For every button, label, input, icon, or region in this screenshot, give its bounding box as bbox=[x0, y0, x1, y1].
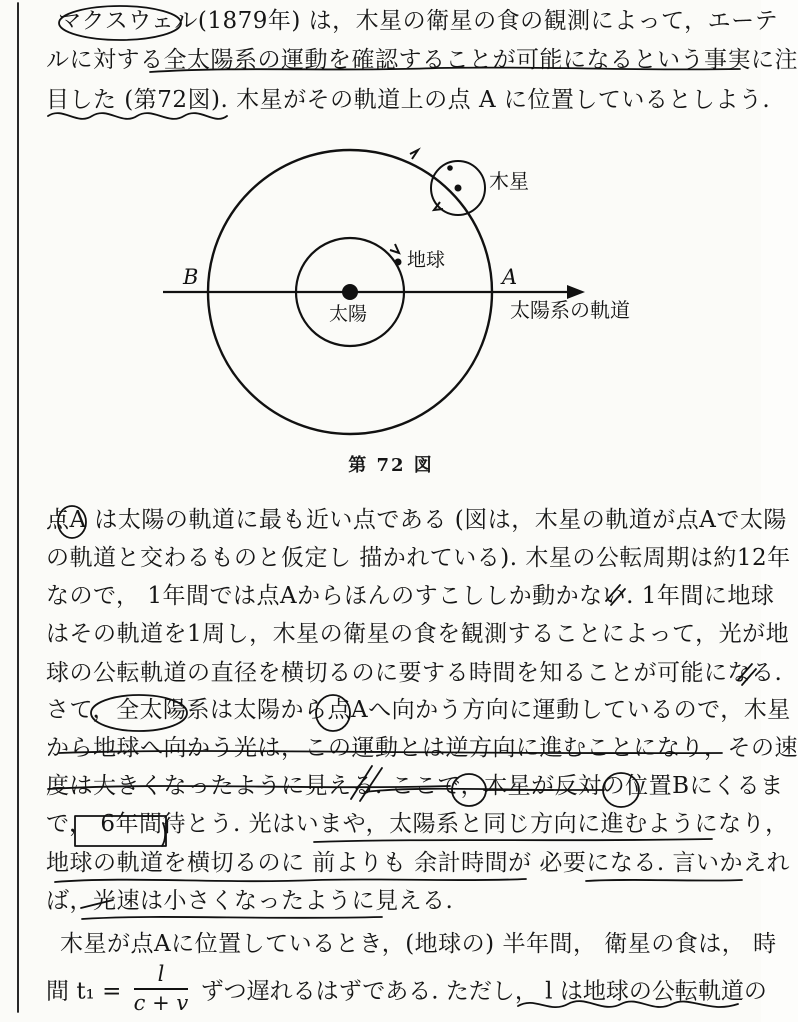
sun-dot bbox=[342, 284, 358, 300]
paragraph-line-6: さて，全太陽系は太陽から点Aへ向かう方向に運動しているので，木星 bbox=[46, 697, 791, 723]
paragraph-line-11: ば，光速は小さくなったように見える. bbox=[46, 888, 454, 914]
point-b-label: B bbox=[183, 265, 199, 289]
paragraph-line-3: なので， 1年間では点Aからほんのすこししか動かない. 1年間に地球 bbox=[46, 583, 775, 609]
formula-variable: t₁ = bbox=[76, 978, 122, 1005]
paragraph-line-2: の軌道と交わるものと仮定し 描かれている). 木星の公転周期は約12年 bbox=[46, 545, 791, 571]
earth-dot bbox=[395, 259, 402, 266]
paragraph-line-5: 球の公転軌道の直径を横切るのに要する時間を知ることが可能になる. bbox=[46, 660, 783, 686]
text-line-1: マクスウェル(1879年) は，木星の衛星の食の観測によって，エーテ bbox=[58, 8, 779, 34]
figure-72-diagram bbox=[145, 130, 630, 448]
fraction bbox=[134, 960, 189, 1017]
formula-suffix: ずつ遅れるはずである. ただし， l は地球の公転軌道の bbox=[200, 978, 767, 1005]
jupiter-label: 木星 bbox=[489, 169, 529, 193]
paragraph-line-4: はその軌道を1周し，木星の衛星の食を観測することによって，光が地 bbox=[46, 621, 790, 647]
formula-line bbox=[46, 964, 767, 1021]
sun-label: 太陽 bbox=[329, 303, 368, 325]
jupiter-dot bbox=[455, 185, 462, 192]
jupiter-direction-arrow bbox=[410, 150, 418, 159]
paragraph-line-12: 木星が点Aに位置しているとき，(地球の) 半年間， 衛星の食は， 時 bbox=[60, 931, 777, 957]
solar-system-orbit-label: 太陽系の軌道 bbox=[510, 298, 630, 322]
paragraph-line-8: 度は大きくなったように見える. ここで，木星が反対の位置Bにくるま bbox=[46, 773, 784, 799]
text-line-3: 目した (第72図). 木星がその軌道上の点 A に位置しているとしよう. bbox=[46, 87, 771, 113]
figure-caption: 第 72 図 bbox=[348, 455, 434, 476]
earth-direction-arrow bbox=[390, 244, 399, 253]
formula-prefix: 間 bbox=[46, 978, 69, 1005]
fraction-denominator: c + v bbox=[133, 991, 189, 1015]
paragraph-line-9: で， 6年間待とう. 光はいまや，太陽系と同じ方向に進むようになり， bbox=[46, 811, 789, 837]
text-line-2: ルに対する全太陽系の運動を確認することが可能になるという事実に注 bbox=[46, 47, 798, 73]
paragraph-line-10: 地球の軌道を横切るのに 前よりも 余計時間が 必要になる. 言いかえれ bbox=[46, 850, 791, 876]
earth-label: 地球 bbox=[407, 249, 446, 271]
fraction-numerator: l bbox=[134, 960, 189, 990]
paragraph-line-1: 点A は太陽の軌道に最も近い点である (図は，木星の軌道が点Aで太陽 bbox=[46, 507, 787, 533]
orbit-arrow-head bbox=[567, 285, 585, 299]
satellite-dot bbox=[447, 165, 453, 171]
point-a-label: A bbox=[502, 265, 518, 289]
paragraph-line-7: から地球へ向かう光は，この運動とは逆方向に進むことになり，その速 bbox=[46, 735, 798, 761]
